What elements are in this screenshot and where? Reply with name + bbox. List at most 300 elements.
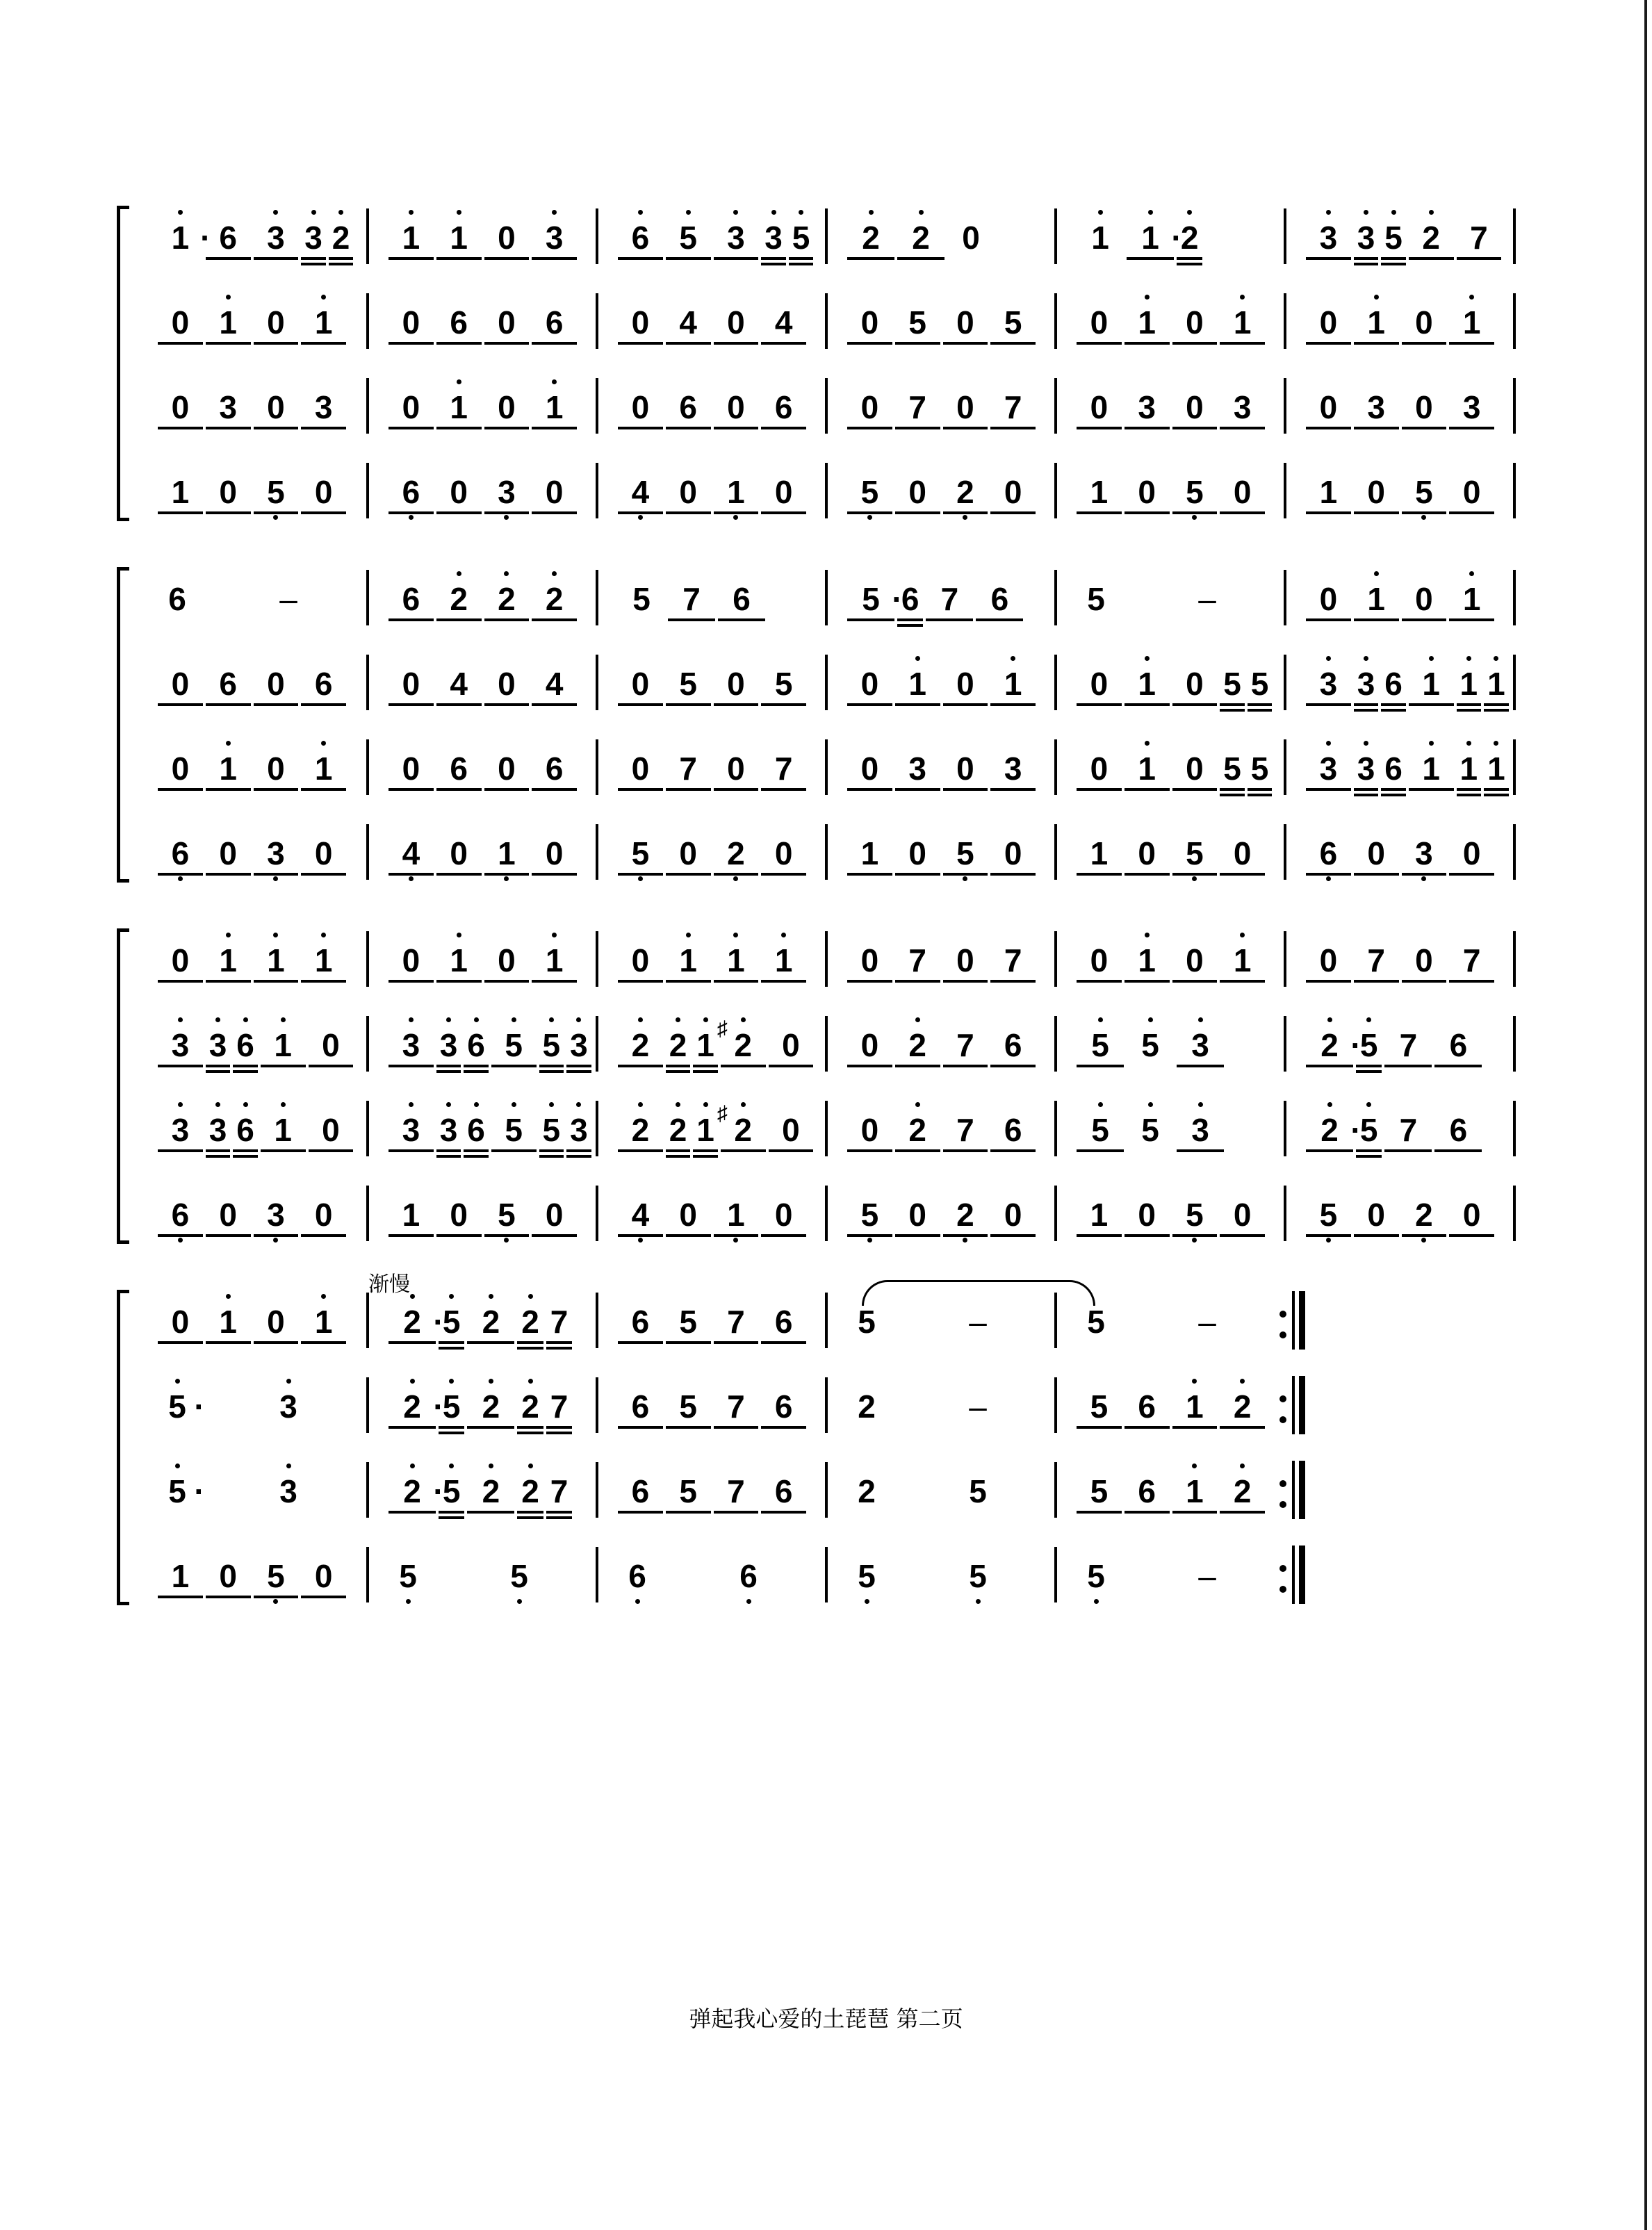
note: 1: [204, 942, 252, 978]
underline-beam: [761, 257, 786, 260]
note: 2: [1400, 1197, 1448, 1233]
octave-dot-up: [457, 379, 461, 384]
note: 6: [774, 389, 793, 425]
octave-dot-up: [915, 1017, 920, 1022]
note: 0: [322, 1027, 340, 1063]
note: 1: [1171, 1473, 1219, 1509]
underline-beam: [484, 873, 530, 876]
note: 3: [252, 1197, 300, 1233]
underline-beam: [1077, 342, 1122, 345]
note: 6: [616, 220, 664, 256]
note: 0: [498, 389, 516, 425]
note: 5: [437, 1304, 466, 1340]
note: 0: [402, 389, 420, 425]
note: 1: [1218, 304, 1266, 341]
underline-beam: [1248, 703, 1273, 706]
note: 0: [1319, 304, 1338, 341]
underline-beam: [1177, 1149, 1224, 1152]
octave-dot-up: [215, 1102, 220, 1107]
note: 1 ♯: [696, 1102, 728, 1148]
sharp-sign: ♯: [717, 1017, 728, 1040]
underline-beam: [761, 980, 806, 983]
note: 0: [1319, 942, 1338, 978]
repeat-barline-thick: [1299, 1291, 1305, 1350]
octave-dot-up: [1145, 741, 1150, 746]
underline-beam: [666, 1065, 691, 1067]
underline-beam: [389, 703, 434, 706]
note: 2: [1218, 1473, 1266, 1509]
octave-dot-up: [552, 379, 557, 384]
octave-dot-up: [321, 933, 326, 937]
note: 0: [956, 304, 974, 341]
octave-dot-up: [512, 1017, 516, 1022]
note: 3: [204, 1112, 232, 1148]
underline-beam: [897, 624, 923, 627]
note: 1: [712, 1197, 760, 1233]
repeat-barline-thin: [1292, 1291, 1295, 1350]
octave-dot-down: [867, 515, 872, 520]
underline-beam: [1381, 709, 1406, 712]
underline-beam: [206, 1070, 231, 1073]
barline: [596, 1016, 598, 1072]
underline-beam: [1354, 342, 1399, 345]
underline-beam: [254, 873, 299, 876]
note: 1: [894, 666, 942, 702]
underline-beam: [618, 980, 663, 983]
note: 3: [204, 1027, 232, 1063]
underline-beam: [897, 618, 923, 621]
note: 5: [846, 1197, 894, 1233]
barline: [1284, 739, 1286, 795]
underline-beam: [309, 1149, 354, 1152]
underline-beam: [532, 618, 577, 621]
barline: [366, 378, 369, 434]
underline-beam: [517, 1511, 543, 1514]
measure: [1305, 924, 1513, 994]
barline: [1054, 1016, 1057, 1072]
octave-dot-down: [1326, 876, 1331, 881]
underline-beam: [1220, 1426, 1265, 1429]
octave-dot-down: [1421, 515, 1426, 520]
note: 5: [969, 1473, 987, 1509]
note: 5: [1223, 751, 1241, 787]
note: 2: [664, 1027, 692, 1063]
underline-beam: [464, 1155, 489, 1158]
barline: [1054, 1547, 1057, 1602]
underline-beam: [439, 1432, 464, 1434]
barline: [825, 570, 828, 625]
note: 1: [204, 751, 252, 787]
note: 3: [1305, 220, 1352, 256]
staff-row: [0, 1540, 1652, 1609]
underline-beam: [1484, 794, 1509, 796]
staff-row: [0, 202, 1652, 271]
underline-beam: [436, 980, 482, 983]
underline-beam: [484, 342, 530, 345]
note: 2: [1218, 1388, 1266, 1425]
note: 2: [1305, 1112, 1355, 1148]
measure: [387, 456, 596, 525]
note: 3: [530, 220, 578, 256]
underline-beam: [206, 1341, 251, 1344]
underline-beam: [666, 1234, 711, 1237]
note: 3: [1004, 751, 1022, 787]
note: 2: [466, 1388, 516, 1425]
underline-beam: [532, 427, 577, 429]
underline-beam: [1354, 788, 1379, 791]
octave-dot-up: [474, 1017, 479, 1022]
underline-beam: [1434, 1149, 1482, 1152]
barline: [366, 293, 369, 349]
underline-beam: [1220, 342, 1265, 345]
note: 6: [1305, 835, 1352, 871]
underline-beam: [254, 1341, 299, 1344]
underline-beam: [1124, 1234, 1170, 1237]
underline-beam: [1124, 980, 1170, 983]
octave-dot-up: [1374, 571, 1379, 576]
note: 5: [1075, 1027, 1125, 1063]
octave-dot-up: [741, 1102, 746, 1107]
octave-dot-up: [449, 1294, 454, 1299]
octave-dot-up: [549, 1102, 554, 1107]
underline-beam: [389, 1426, 436, 1429]
underline-beam: [436, 257, 482, 260]
measure: [1075, 202, 1284, 271]
underline-beam: [464, 1149, 489, 1152]
note: 0: [1415, 942, 1433, 978]
note: 0: [545, 835, 564, 871]
underline-beam: [206, 703, 251, 706]
measure: [156, 456, 365, 525]
underline-beam: [1124, 788, 1170, 791]
underline-beam: [618, 873, 663, 876]
underline-beam: [1306, 342, 1351, 345]
octave-dot-up: [528, 1464, 533, 1468]
octave-dot-up: [1192, 1464, 1197, 1468]
measure: [846, 202, 1054, 271]
note: 0: [267, 389, 285, 425]
note: 6: [1138, 1473, 1156, 1509]
tempo-mark: 渐慢: [368, 1272, 410, 1297]
octave-dot-up: [410, 1379, 415, 1384]
underline-beam: [1220, 980, 1265, 983]
measure: [156, 1286, 365, 1355]
barline: [1284, 655, 1286, 710]
octave-dot-down: [1192, 876, 1197, 881]
underline-beam: [1124, 703, 1170, 706]
note: 0: [908, 835, 926, 871]
measure: [387, 1286, 596, 1355]
measure: [387, 1455, 596, 1525]
note: 2: [387, 1473, 437, 1509]
underline-beam: [436, 1234, 482, 1237]
underline-beam: [1306, 427, 1351, 429]
augmentation-dot: ·: [194, 1473, 205, 1509]
underline-beam: [566, 1070, 591, 1073]
underline-beam: [897, 257, 944, 260]
underline-beam: [761, 342, 806, 345]
note: 2: [719, 1027, 767, 1063]
octave-dot-up: [446, 1102, 451, 1107]
barline: [366, 655, 369, 710]
measure: [1075, 1286, 1284, 1355]
note: 1: [1090, 1197, 1109, 1233]
note: 6: [462, 1027, 490, 1063]
sustain-dash: –: [969, 1304, 987, 1340]
note: 0: [782, 1027, 800, 1063]
note: 7: [908, 942, 926, 978]
underline-beam: [1402, 342, 1447, 345]
barline: [825, 463, 828, 518]
note: 5: [1004, 304, 1022, 341]
note: 0: [1004, 1197, 1022, 1233]
octave-dot-up: [1374, 295, 1379, 300]
note: 1 ♯: [696, 1017, 728, 1063]
octave-dot-up: [1326, 741, 1331, 746]
underline-beam: [484, 618, 530, 621]
underline-beam: [714, 873, 759, 876]
note: 0: [1186, 751, 1204, 787]
note: 4: [616, 1197, 664, 1233]
underline-beam: [1172, 980, 1218, 983]
octave-dot-up: [869, 210, 874, 215]
note: 0: [1233, 1197, 1252, 1233]
octave-dot-down: [746, 1599, 751, 1604]
measure: [1075, 1540, 1284, 1609]
octave-dot-up: [1366, 1017, 1371, 1022]
underline-beam: [467, 1341, 514, 1344]
octave-dot-up: [1391, 210, 1396, 215]
augmentation-dot: ·: [194, 1388, 205, 1425]
note: 0: [774, 835, 793, 871]
underline-beam: [895, 703, 940, 706]
note: 2: [858, 1473, 876, 1509]
note: 0: [679, 1197, 697, 1233]
note: 7: [908, 389, 926, 425]
barline: [1284, 1186, 1286, 1241]
underline-beam: [943, 427, 988, 429]
note: 1: [712, 942, 760, 978]
barline: [825, 931, 828, 987]
underline-beam: [436, 703, 482, 706]
underline-beam: [769, 1149, 814, 1152]
note: 1: [259, 1112, 307, 1148]
note: 7: [956, 1112, 974, 1148]
note: 0: [727, 389, 745, 425]
underline-beam: [464, 1065, 489, 1067]
octave-dot-up: [512, 1102, 516, 1107]
note: 3: [1175, 1027, 1225, 1063]
octave-dot-up: [226, 933, 231, 937]
note: 3: [300, 220, 327, 256]
note: 5: [679, 1304, 697, 1340]
underline-beam: [158, 511, 203, 514]
note: 0: [402, 666, 420, 702]
underline-beam: [1449, 618, 1494, 621]
underline-beam: [1354, 873, 1399, 876]
underline-beam: [1124, 1511, 1170, 1514]
underline-beam: [1077, 873, 1122, 876]
octave-dot-up: [1145, 933, 1150, 937]
note: 0: [1367, 1197, 1385, 1233]
barline: [1513, 208, 1516, 264]
measure: [1305, 648, 1513, 717]
underline-beam: [895, 1149, 940, 1152]
octave-dot-up: [1198, 1017, 1203, 1022]
barline: [596, 1377, 598, 1433]
barline: [596, 824, 598, 880]
note: 0: [498, 751, 516, 787]
note: 6: [462, 1112, 490, 1148]
measure: [156, 648, 365, 717]
note: 5: [1380, 220, 1407, 256]
note: 0: [860, 751, 879, 787]
underline-beam: [1384, 1065, 1432, 1067]
note: 0: [450, 474, 468, 510]
underline-beam: [254, 257, 299, 260]
staff-row: [0, 1009, 1652, 1079]
note: 0: [171, 751, 190, 787]
note: 0: [171, 304, 190, 341]
octave-dot-up: [1098, 1017, 1103, 1022]
underline-beam: [484, 1234, 530, 1237]
barline: [596, 293, 598, 349]
octave-dot-up: [243, 1102, 248, 1107]
note: 0: [1090, 942, 1109, 978]
underline-beam: [436, 511, 482, 514]
note: 5: [616, 835, 664, 871]
octave-dot-up: [1494, 741, 1498, 746]
note: 6: [1004, 1027, 1022, 1063]
underline-beam: [1381, 703, 1406, 706]
note: 0: [1415, 581, 1433, 617]
barline: [1513, 293, 1516, 349]
underline-beam: [926, 618, 973, 621]
note: 0: [1415, 389, 1433, 425]
underline-beam: [693, 1070, 718, 1073]
underline-beam: [1402, 873, 1447, 876]
underline-beam: [847, 1065, 892, 1067]
underline-beam: [976, 618, 1023, 621]
octave-dot-down: [733, 1238, 738, 1243]
note: 2: [858, 1388, 876, 1425]
octave-dot-down: [638, 876, 643, 881]
underline-beam: [847, 511, 892, 514]
octave-dot-down: [638, 515, 643, 520]
note: 2: [1305, 1027, 1355, 1063]
underline-beam: [1409, 703, 1454, 706]
note: 0: [956, 389, 974, 425]
note: 1: [1455, 666, 1483, 702]
note: 5: [679, 1388, 697, 1425]
note: 7: [1367, 942, 1385, 978]
underline-beam: [618, 427, 663, 429]
underline-beam: [1172, 511, 1218, 514]
underline-beam: [895, 342, 940, 345]
note: 5: [538, 1112, 566, 1148]
underline-beam: [436, 342, 482, 345]
underline-beam: [1384, 1149, 1432, 1152]
barline: [825, 1016, 828, 1072]
staff-row: [0, 1286, 1652, 1355]
note: 6: [402, 581, 420, 617]
measure: [846, 1540, 1054, 1609]
underline-beam: [1457, 703, 1482, 706]
note: 0: [171, 942, 190, 978]
underline-beam: [895, 980, 940, 983]
note: 0: [402, 942, 420, 978]
note: 6: [387, 474, 435, 510]
underline-beam: [301, 788, 346, 791]
underline-beam: [301, 342, 346, 345]
note: 2: [616, 1027, 664, 1063]
underline-beam: [1402, 511, 1447, 514]
octave-dot-up: [1366, 1102, 1371, 1107]
note: 5: [1075, 1112, 1125, 1148]
underline-beam: [1354, 794, 1379, 796]
barline: [1054, 655, 1057, 710]
note: 0: [631, 304, 650, 341]
barline: [596, 1547, 598, 1602]
note: 2: [387, 1304, 437, 1340]
note: 1: [435, 389, 483, 425]
note: 3: [483, 474, 531, 510]
octave-dot-up: [178, 1017, 183, 1022]
underline-beam: [484, 788, 530, 791]
underline-beam: [539, 1065, 564, 1067]
underline-beam: [895, 1065, 940, 1067]
barline: [596, 739, 598, 795]
note: 1: [259, 1027, 307, 1063]
measure: [156, 1179, 365, 1248]
underline-beam: [484, 980, 530, 983]
measure: [846, 1370, 1054, 1440]
note: 0: [171, 389, 190, 425]
note: 5: [1090, 1388, 1109, 1425]
underline-beam: [895, 873, 940, 876]
note: 7: [550, 1473, 569, 1509]
measure: [1075, 1370, 1284, 1440]
note: 1: [300, 304, 347, 341]
note: 0: [1319, 389, 1338, 425]
note: 0: [1186, 666, 1204, 702]
note: 0: [450, 1197, 468, 1233]
underline-beam: [895, 511, 940, 514]
note: 7: [727, 1388, 745, 1425]
underline-beam: [990, 1149, 1036, 1152]
repeat-barline-thin: [1292, 1376, 1295, 1434]
note: 0: [1367, 474, 1385, 510]
note: 1: [387, 220, 435, 256]
octave-dot-up: [321, 1294, 326, 1299]
note: 0: [171, 666, 190, 702]
barline: [366, 570, 369, 625]
underline-beam: [714, 1426, 759, 1429]
underline-beam: [761, 1511, 806, 1514]
measure: [1075, 817, 1284, 887]
note: 0: [1186, 389, 1204, 425]
underline-beam: [301, 1596, 346, 1598]
barline: [596, 1186, 598, 1241]
measure: [846, 1179, 1054, 1248]
octave-dot-down: [273, 1599, 278, 1604]
note: 5: [483, 1197, 531, 1233]
underline-beam: [329, 263, 354, 265]
measure: [1075, 1094, 1284, 1163]
underline-beam: [666, 980, 711, 983]
octave-dot-up: [410, 1464, 415, 1468]
note: 0: [860, 1027, 879, 1063]
